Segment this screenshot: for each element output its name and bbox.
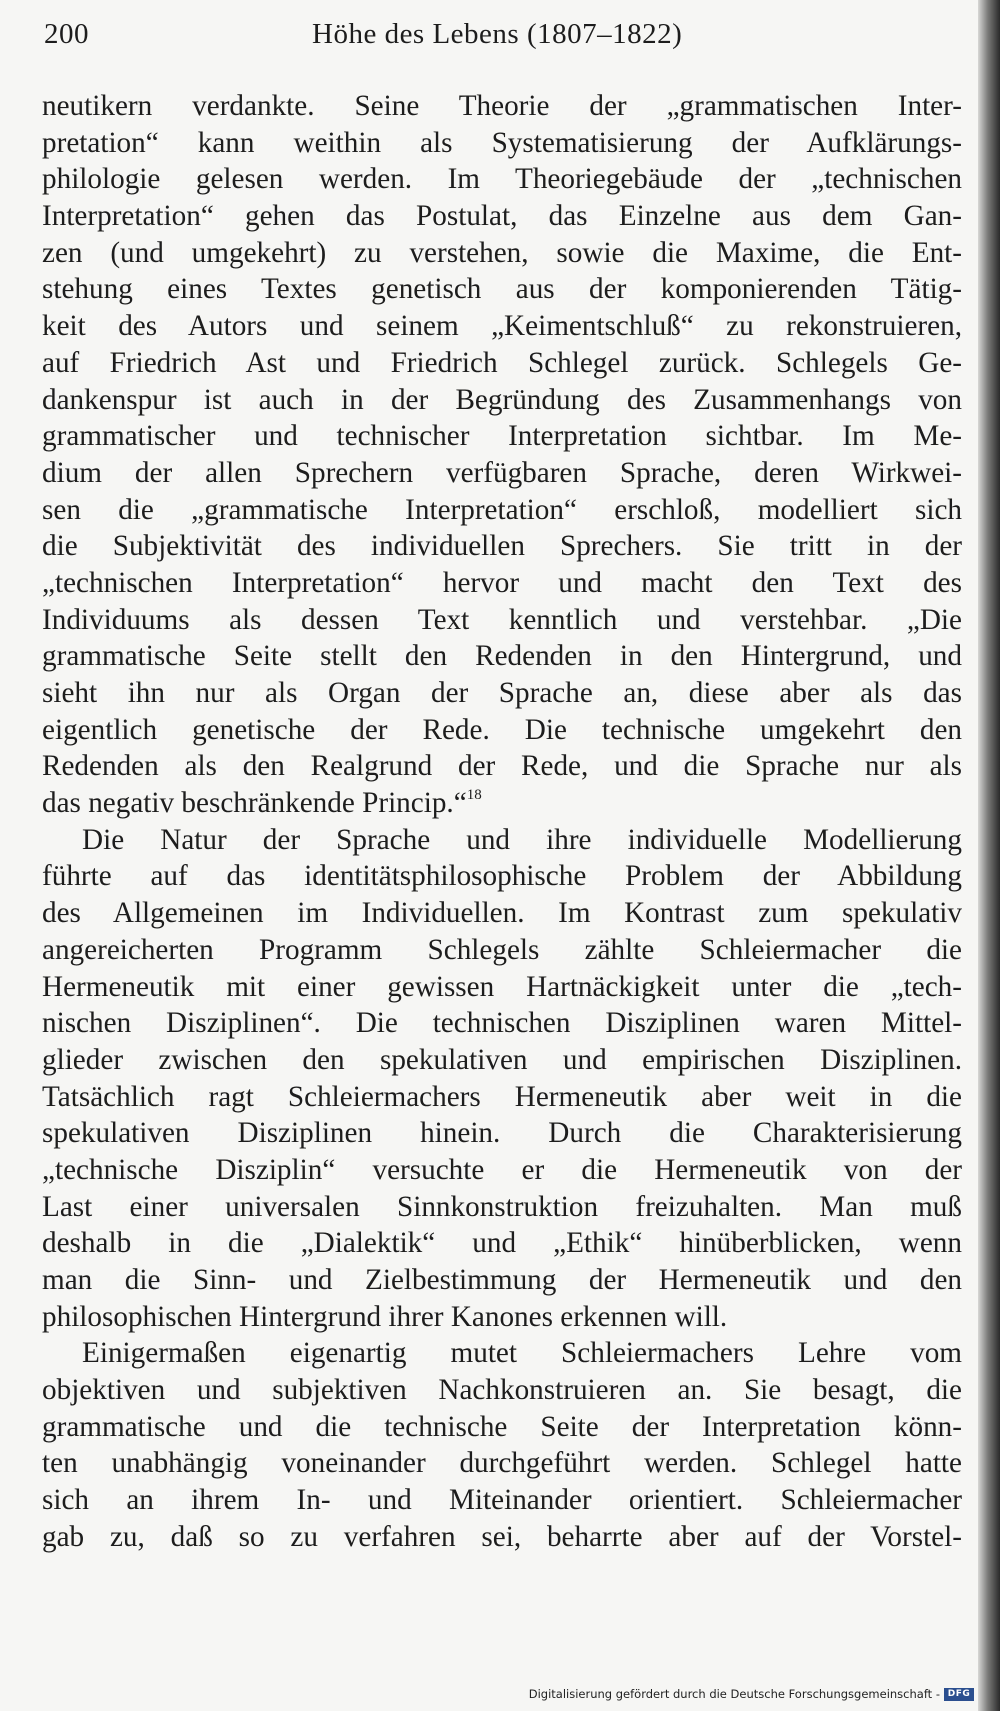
text-line: objektiven und subjektiven Nachkonstruieren an. Sie besagt, die (42, 1374, 962, 1407)
page-header (44, 18, 964, 62)
text-line: nischen Disziplinen“. Die technischen Disziplinen waren Mittel- (42, 1007, 962, 1040)
text-line: Interpretation“ gehen das Postulat, das Einzelne aus dem Gan- (42, 200, 962, 233)
text-line: spekulativen Disziplinen hinein. Durch die Charakterisierung (42, 1117, 962, 1150)
text-line: man die Sinn- und Zielbestimmung der Hermeneutik und den (42, 1264, 962, 1296)
text-line: philologie gelesen werden. Im Theoriegebäude der „technischen (42, 163, 962, 196)
text-line: philosophischen Hintergrund ihrer Kanones erkennen will. (42, 1300, 728, 1333)
text-line: eigentlich genetische der Rede. Die technische umgekehrt den (42, 713, 962, 746)
text-line: sich an ihrem In- und Miteinander orientiert. Schleiermacher (42, 1484, 962, 1517)
text-line: Last einer universalen Sinnkonstruktion freizuhalten. Man muß (42, 1190, 962, 1223)
text-line: die Subjektivität des individuellen Sprechers. Sie tritt in der (42, 530, 962, 563)
text-line: „technischen Interpretation“ hervor und macht den Text des (42, 566, 962, 599)
text-line: grammatischer und technischer Interpretation sichtbar. Im Me- (42, 420, 962, 453)
text-line: deshalb in die „Dialektik“ und „Ethik“ hinüberblicken, wenn (42, 1227, 962, 1260)
text-line: Individuums als dessen Text kenntlich und verstehbar. „Die (42, 603, 962, 636)
footer-credit: Digitalisierung gefördert durch die Deutsche Forschungsgemeinschaft - (528, 1687, 940, 1701)
text-line: auf Friedrich Ast und Friedrich Schlegel zurück. Schlegels Ge- (42, 346, 962, 379)
digitization-footer (529, 1687, 974, 1701)
text-line: stehung eines Textes genetisch aus der komponierenden Tätig- (42, 273, 962, 306)
body-text (42, 88, 962, 1556)
page-number: 200 (44, 18, 89, 50)
text-line: pretation“ kann weithin als Systematisierung der Aufklärungs- (42, 126, 962, 159)
text-line: führte auf das identitätsphilosophische Problem der Abbildung (42, 860, 962, 893)
text-line: das negativ beschränkende Princip.“$^{18}$ (42, 787, 482, 820)
text-line: Tatsächlich ragt Schleiermachers Hermeneutik aber weit in die (42, 1080, 962, 1113)
text-line: Einigermaßen eigenartig mutet Schleiermachers Lehre vom (82, 1337, 962, 1370)
text-line: grammatische und die technische Seite der Interpretation könn- (42, 1410, 962, 1443)
text-line: grammatische Seite stellt den Redenden in den Hintergrund, und (42, 640, 962, 673)
text-line: glieder zwischen den spekulativen und empirischen Disziplinen. (42, 1043, 962, 1076)
text-line: keit des Autors und seinem „Keimentschluß“ zu rekonstruieren, (42, 310, 962, 343)
paragraph (42, 88, 962, 822)
paragraph (42, 822, 962, 1336)
text-line: gab zu, daß so zu verfahren sei, beharrte aber auf der Vorstel- (42, 1520, 962, 1553)
text-line: ten unabhängig voneinander durchgeführt werden. Schlegel hatte (42, 1447, 962, 1480)
running-head: Höhe des Lebens (1807–1822) (312, 18, 683, 50)
text-line: „technische Disziplin“ versuchte er die Hermeneutik von der (42, 1153, 962, 1186)
text-line: sen die „grammatische Interpretation“ erschloß, modelliert sich (42, 493, 962, 526)
text-line: dium der allen Sprechern verfügbaren Sprache, deren Wirkwei- (42, 456, 962, 489)
text-line: neutikern verdankte. Seine Theorie der „grammatischen Inter- (42, 90, 962, 122)
text-line: Redenden als den Realgrund der Rede, und die Sprache nur als (42, 750, 962, 783)
book-spine-shadow (978, 0, 1000, 1711)
text-line: dankenspur ist auch in der Begründung des Zusammenhangs von (42, 383, 962, 416)
footnote-reference: 18 (466, 787, 482, 804)
text-line: zen (und umgekehrt) zu verstehen, sowie die Maxime, die Ent- (42, 236, 962, 269)
text-line: angereicherten Programm Schlegels zählte Schleiermacher die (42, 933, 962, 966)
text-line: Die Natur der Sprache und ihre individuelle Modellierung (82, 823, 962, 856)
text-line: Hermeneutik mit einer gewissen Hartnäckigkeit unter die „tech- (42, 970, 962, 1003)
dfg-logo: DFG (944, 1688, 974, 1701)
text-line: sieht ihn nur als Organ der Sprache an, diese aber als das (42, 677, 962, 709)
text-line: des Allgemeinen im Individuellen. Im Kontrast zum spekulativ (42, 897, 962, 930)
paragraph (42, 1335, 962, 1555)
